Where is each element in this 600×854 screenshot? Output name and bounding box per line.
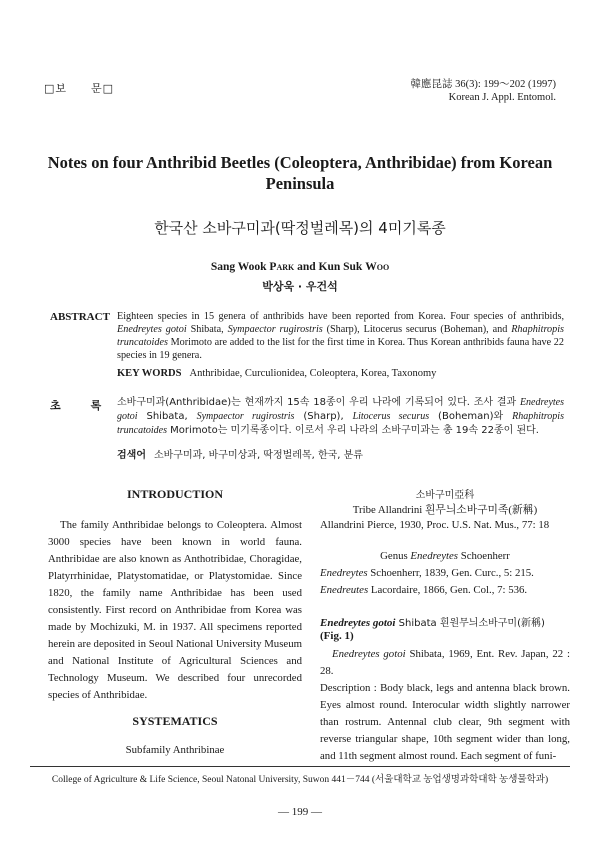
- author1-family: Park: [269, 261, 295, 273]
- kabs-sp4: Rhaphitropis truncatoides: [117, 411, 564, 436]
- ref2-text: Lacordaire, 1866, Gen. Col., 7: 536.: [368, 584, 528, 596]
- sp-ref-text: Shibata, 1969, Ent. Rev. Japan, 22 : 28.: [320, 648, 570, 677]
- affiliation-footer: College of Agriculture & Life Science, Seoul Natonal University, Suwon 441－744 (서울대학교 농업생명과학대학 농생물학과): [51, 775, 549, 785]
- species-sympaector: Sympaector rugirostris: [227, 324, 323, 335]
- genus-name: Enedreytes: [410, 550, 458, 562]
- authors-korean: 박상욱 · 우건석: [262, 280, 338, 293]
- paper-title-korean: 한국산 소바구미과(딱정벌레목)의 4미기록종: [154, 219, 446, 237]
- journal-citation-line1: 韓應昆誌 36(3): 199～202 (1997): [410, 79, 556, 90]
- kabs-t3: (Sharp),: [294, 411, 353, 422]
- subfamily-label: Subfamily Anthribinae: [125, 744, 225, 756]
- author1-given: Sang Wook: [210, 261, 270, 273]
- article-type-label: □보 문□: [44, 82, 115, 95]
- authors-and: and: [294, 261, 319, 273]
- keywords-label: KEY WORDS: [117, 368, 182, 379]
- subfamily-korean: 소바구미亞科: [415, 490, 475, 501]
- kabs-sp1: Enedreytes gotoi: [117, 397, 564, 422]
- intro-heading: INTRODUCTION: [126, 487, 223, 501]
- keywords: [117, 368, 436, 379]
- species-enedreytes: Enedreytes gotoi: [117, 324, 187, 335]
- intro-body: The family Anthribidae belongs to Coleoptera. Almost 3000 species have been known in world fauna. Anthribidae are also known as Anthotribidae, Choragidae, Platyrrhinidae, Platystomatidae, or Platystomidae. Since 1820, the family name Anthribidae has been used consistently. First record on Anthribidae from Korea was made by Mochizuki, M. in 1937. All specimens reported herein are deposited in Seoul National University Museum and National Institute of Agricultural Sciences and Technology Museum. We described four unrecorded species of Anthribidae.: [48, 519, 302, 701]
- author2-given: Kun Suk: [318, 261, 366, 273]
- tribe-label: Tribe Allandrini 흰무늬소바구미족(新稱): [352, 504, 538, 516]
- journal-citation-line2: Korean J. Appl. Entomol.: [448, 92, 556, 103]
- author2-family: Woo: [365, 261, 390, 273]
- ref2-name: Enedreutes: [320, 584, 369, 596]
- ref1-name: Enedreytes: [320, 567, 368, 579]
- systematics-heading: SYSTEMATICS: [132, 714, 218, 728]
- korean-keywords-label: 검색어: [117, 450, 146, 461]
- kabs-t4: (Boheman)와: [429, 411, 513, 422]
- keywords-text: Anthribidae, Curculionidea, Coleoptera, Korea, Taxonomy: [189, 368, 437, 379]
- species-rhaphitropis: Rhaphitropis truncatoides: [117, 324, 565, 348]
- korean-keywords: [117, 446, 363, 461]
- abstract-t3: (Sharp), Litocerus securus (Boheman), and: [322, 324, 512, 335]
- journal-citation: [410, 78, 556, 104]
- genus-author: Schoenherr: [458, 550, 510, 562]
- abstract-t1: Eighteen species in 15 genera of anthribids have been reported from Korea. Four species of anthribids,: [117, 311, 564, 322]
- abstract-t2: Shibata,: [186, 324, 228, 335]
- figure-ref: (Fig. 1): [320, 630, 354, 642]
- korean-abstract-label-2: 록: [90, 399, 102, 412]
- species-description: Description : Body black, legs and antenna black brown. Eyes almost round. Interocular width slightly narrower than rostrum. Antennal club clear, 9th segment with reverse triangular shape, 10th segment wider than long, and 11th segment almost round. Each segment of funi-: [320, 682, 570, 762]
- genus-reference-1: [320, 567, 570, 579]
- genus-reference-2: [320, 584, 570, 596]
- kabs-t5: Morimoto는 미기록종이다. 이로서 우리 나라의 소바구미과는 총 19속 22종이 된다.: [167, 425, 539, 436]
- kabs-t2: Shibata,: [137, 411, 197, 422]
- paper-title: Notes on four Anthribid Beetles (Coleoptera, Anthribidae) from Korean Peninsula: [47, 153, 553, 193]
- genus-word: Genus: [380, 550, 411, 562]
- tribe-reference: Allandrini Pierce, 1930, Proc. U.S. Nat. Mus., 77: 18: [320, 519, 550, 531]
- footer-divider: [30, 766, 570, 767]
- kabs-t1: 소바구미과(Anthribidae)는 현재까지 15속 18종이 우리 나라에 기록되어 있다. 조사 결과: [117, 397, 520, 408]
- korean-abstract-label-1: 초: [50, 399, 61, 412]
- korean-abstract-text: [117, 396, 564, 438]
- authors: [40, 261, 560, 273]
- ref1-text: Schoenherr, 1839, Gen. Curc., 5: 215.: [367, 567, 534, 579]
- kabs-sp2: Sympaector rugirostris: [196, 411, 295, 422]
- sp-ref-name: Enedreytes gotoi: [332, 648, 406, 660]
- abstract-text: [117, 310, 564, 362]
- species-name: Enedreytes gotoi: [320, 617, 396, 629]
- species-reference: [320, 646, 570, 680]
- genus-label: [320, 550, 570, 562]
- abstract-t4: Morimoto are added to the list for the first time in Korea. Thus Korean anthribids fauna have 22 species in 19 genera.: [117, 337, 564, 361]
- species-author-korean: Shibata 흰원무늬소바구미(新稱): [395, 618, 545, 629]
- abstract-label: ABSTRACT: [50, 311, 110, 323]
- korean-keywords-text: 소바구미과, 바구미상과, 딱정벌레목, 한국, 분류: [153, 450, 363, 461]
- species-heading: [320, 614, 570, 629]
- kabs-sp3: Litocerus securus: [352, 411, 430, 422]
- page-number: — 199 —: [278, 806, 322, 818]
